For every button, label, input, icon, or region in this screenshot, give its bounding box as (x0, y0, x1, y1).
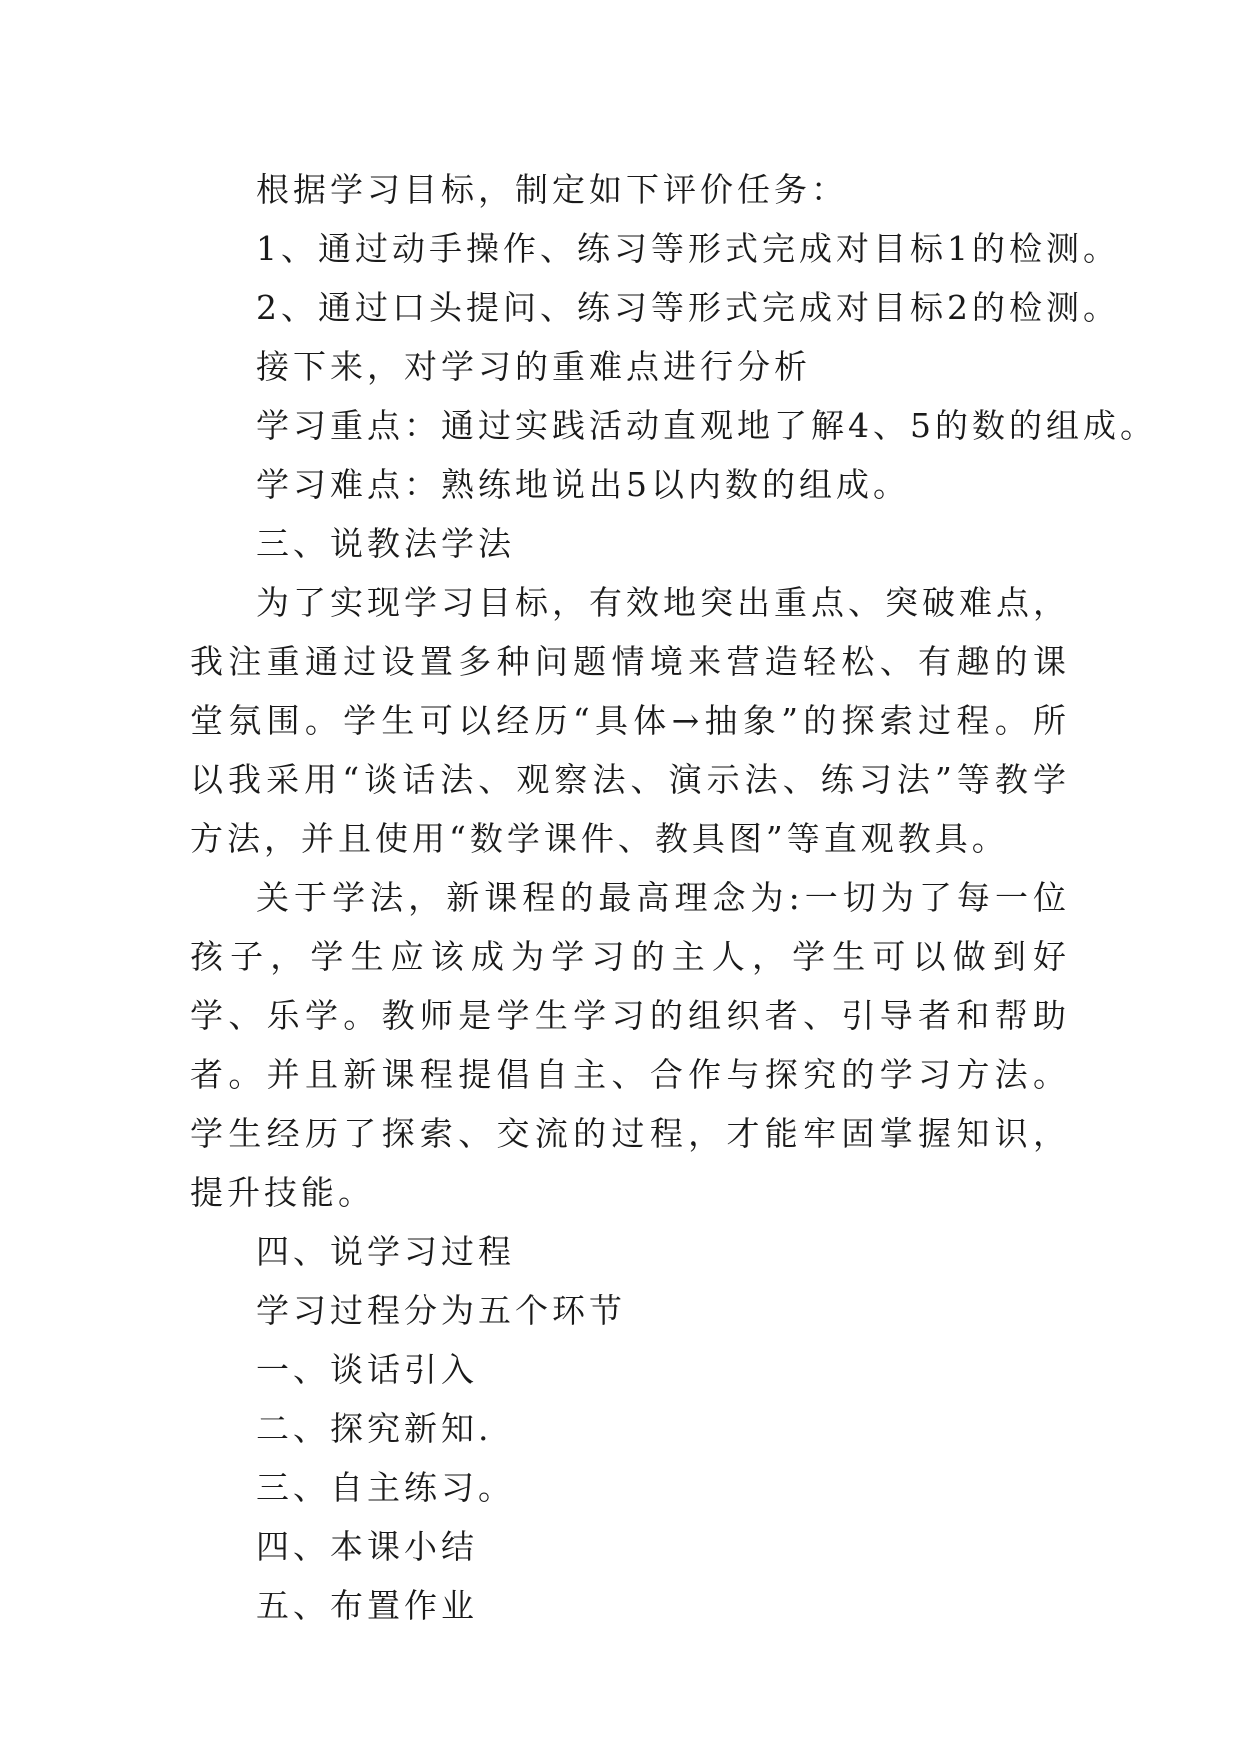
text-line: 根据学习目标，制定如下评价任务： (256, 170, 848, 209)
list-item: 二、探究新知. (256, 1409, 493, 1448)
list-item: 三、自主练习。 (256, 1468, 515, 1507)
text-line: 接下来，对学习的重难点进行分析 (256, 347, 811, 386)
text-line: 2、通过口头提问、练习等形式完成对目标2的检测。 (256, 288, 1120, 327)
section-heading: 三、说教法学法 (256, 524, 515, 563)
list-item: 四、本课小结 (256, 1527, 478, 1566)
paragraph-teaching-methods: 为了实现学习目标，有效地突出重点、突破难点，我注重通过设置多种问题情境来营造轻松、有趣的课堂氛围。学生可以经历“具体→抽象”的探索过程。所以我采用“谈话法、观察法、演示法、练习法”等教学方法，并且使用“数学课件、教具图”等直观教具。 (190, 583, 1070, 858)
text-line: 学习难点：熟练地说出5以内数的组成。 (256, 465, 910, 504)
list-item: 五、布置作业 (256, 1586, 478, 1625)
list-item: 一、谈话引入 (256, 1350, 478, 1389)
document-body (190, 160, 1157, 1635)
paragraph-learning-methods: 关于学法，新课程的最高理念为:一切为了每一位孩子，学生应该成为学习的主人，学生可以做到好学、乐学。教师是学生学习的组织者、引导者和帮助者。并且新课程提倡自主、合作与探究的学习方法。学生经历了探索、交流的过程，才能牢固掌握知识，提升技能。 (190, 878, 1070, 1212)
text-line: 1、通过动手操作、练习等形式完成对目标1的检测。 (256, 229, 1120, 268)
text-line: 学习重点：通过实践活动直观地了解4、5的数的组成。 (256, 406, 1157, 445)
section-heading: 四、说学习过程 (256, 1232, 515, 1271)
text-line: 学习过程分为五个环节 (256, 1291, 626, 1330)
